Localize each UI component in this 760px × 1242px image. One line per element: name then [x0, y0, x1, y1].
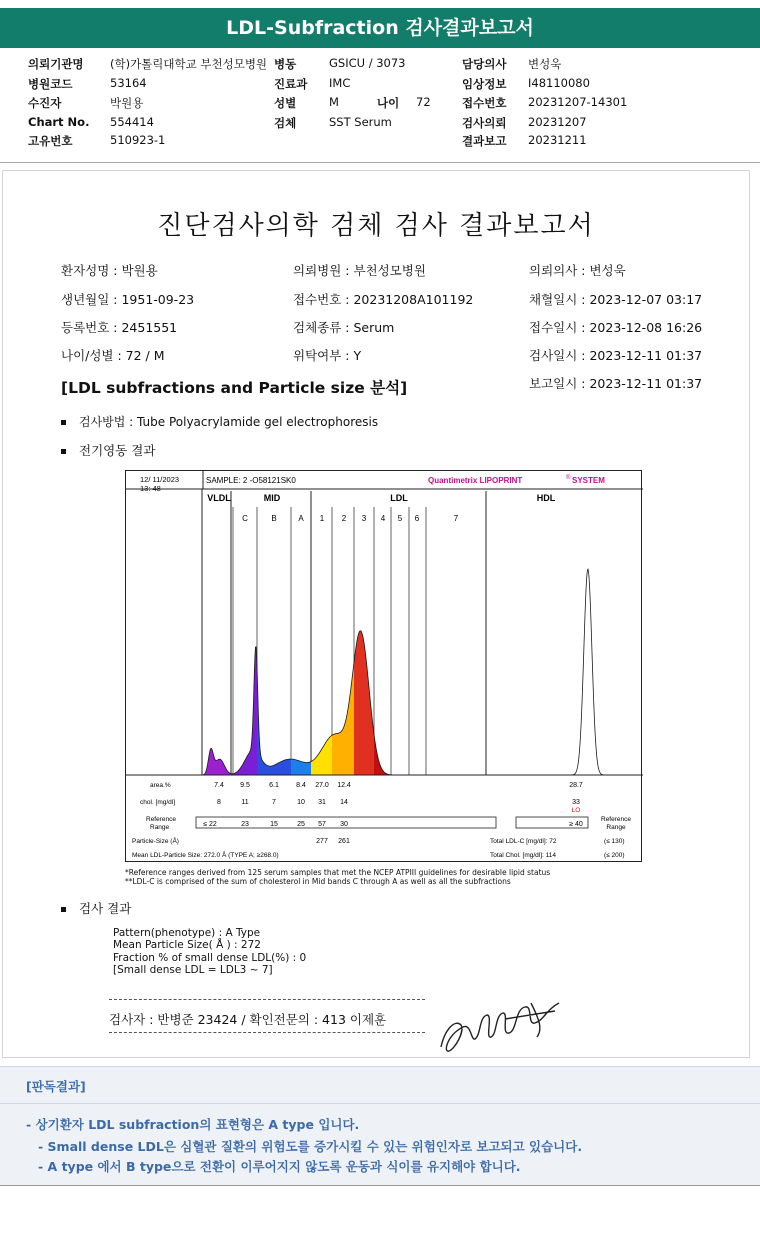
patient-name: 환자성명 : 박원용	[61, 263, 158, 278]
lipoprint-chart	[125, 470, 642, 862]
density-curve	[203, 569, 641, 775]
label-dept: 진료과	[274, 77, 308, 91]
band-label-1: 1	[319, 514, 325, 523]
reference-value-1: 23	[241, 821, 249, 828]
value-hospital-code: 53164	[110, 76, 147, 90]
report-time: 보고일시 : 2023-12-11 01:37	[529, 376, 703, 391]
reference-label-2: Range	[150, 824, 170, 831]
reference-value-5: 30	[340, 821, 348, 828]
chart-brand: Quantimetrix LIPOPRINT	[428, 476, 523, 485]
footnote-2: **LDL-C is comprised of the sum of cholesterol in Mid bands C through A as well as all the subfractions	[125, 877, 511, 886]
specimen-type: 검체종류 : Serum	[293, 320, 395, 335]
area-value-6: 28.7	[569, 782, 583, 789]
total-ldlc-ref: (≤ 130)	[604, 838, 625, 845]
signature-line	[109, 999, 425, 1033]
particle-size-label: Particle-Size (Å)	[132, 838, 179, 845]
label-hospital-code: 병원코드	[28, 77, 73, 91]
chol-value-4: 31	[318, 799, 326, 806]
label-ward: 병동	[274, 57, 297, 71]
method-line	[61, 413, 378, 430]
group-label-ldl: LDL	[390, 493, 408, 503]
panel-divider	[0, 1103, 760, 1104]
area-label: area.%	[150, 782, 171, 789]
referring-hospital: 의뢰병원 : 부천성모병원	[293, 263, 426, 278]
label-request: 검사의뢰	[462, 116, 507, 130]
birth-date: 생년월일 : 1951-09-23	[61, 292, 195, 307]
mean-ldl-size: Mean LDL-Particle Size: 272.0 Å (TYPE A; ≥268.0)	[132, 852, 279, 859]
area-value-1: 9.5	[240, 782, 250, 789]
interpretation-line-3: - A type 에서 B type으로 전환이 이루어지지 않도록 운동과 식이를 유지해야 합니다.	[38, 1159, 521, 1174]
value-patient: 박원용	[110, 96, 144, 110]
electrophoresis-plot	[126, 471, 643, 863]
value-clinical: I48110080	[528, 76, 590, 90]
curve-fill-0	[202, 748, 233, 775]
label-report: 결과보고	[462, 134, 507, 148]
chart-brand-system: SYSTEM	[572, 476, 605, 485]
report-title: LDL-Subfraction 검사결과보고서	[0, 8, 760, 48]
footnote-1: *Reference ranges derived from 125 serum samples that met the NCEP ATPIII guidelines for desirable lipid status	[125, 868, 551, 877]
total-ldlc: Total LDL-C [mg/dl]: 72	[490, 838, 557, 845]
result-mean-size: Mean Particle Size( Å ) : 272	[113, 939, 261, 952]
age-sex: 나이/성별 : 72 / M	[61, 348, 165, 363]
value-dept: IMC	[329, 76, 351, 90]
label-unique-no: 고유번호	[28, 134, 73, 148]
chart-sample: SAMPLE: 2 -O58121SK0	[206, 476, 296, 485]
interpretation-heading: [판독결과]	[26, 1079, 86, 1094]
area-value-5: 12.4	[337, 782, 351, 789]
band-label-4: 4	[380, 514, 386, 523]
value-chart-no: 554414	[110, 115, 154, 129]
chol-value-6: 33	[572, 799, 580, 806]
label-specimen: 검체	[274, 116, 297, 130]
chol-value-3: 10	[297, 799, 305, 806]
result-heading: 검사 결과	[79, 901, 132, 916]
group-label-hdl: HDL	[536, 493, 556, 503]
reference-value-4: 57	[318, 821, 326, 828]
outsourced-flag: 위탁여부 : Y	[293, 348, 362, 363]
label-chart-no: Chart No.	[28, 115, 90, 129]
area-value-4: 27.0	[315, 782, 329, 789]
band-label-3: 3	[361, 514, 367, 523]
band-label-5: 5	[397, 514, 403, 523]
result-sd-definition: [Small dense LDL = LDL3 ~ 7]	[113, 963, 273, 976]
reference-label-right: Reference	[601, 816, 631, 823]
band-label-7: 7	[453, 514, 459, 523]
value-report: 20231211	[528, 133, 587, 147]
reference-label-right-2: Range	[606, 824, 626, 831]
label-doctor: 담당의사	[462, 57, 507, 71]
value-ward: GSICU / 3073	[329, 56, 406, 70]
result-sd-fraction: Fraction % of small dense LDL(%) : 0	[113, 951, 307, 964]
curve-fill-5	[332, 662, 354, 775]
band-label-a: A	[298, 514, 304, 523]
analysis-section-title: [LDL subfractions and Particle size 분석]	[61, 379, 408, 397]
result-line	[61, 899, 131, 917]
chol-value-0: 8	[217, 799, 221, 806]
chol-flag-lo: LO	[571, 807, 581, 814]
total-chol: Total Chol. [mg/dl]: 114	[490, 852, 556, 859]
value-age: 72	[416, 95, 431, 109]
electro-text: 전기영동 결과	[79, 443, 156, 458]
label-hospital: 의뢰기관명	[28, 57, 84, 71]
value-doctor: 변성욱	[528, 57, 562, 71]
label-sex: 성별	[274, 96, 297, 110]
band-label-2: 2	[341, 514, 347, 523]
receipt-number: 접수번호 : 20231208A101192	[293, 292, 474, 307]
result-block	[113, 927, 306, 976]
interpretation-line-2: - Small dense LDL은 심혈관 질환의 위험도를 증가시킬 수 있는 위험인자로 보고되고 있습니다.	[38, 1139, 583, 1154]
area-value-0: 7.4	[214, 782, 224, 789]
band-label-b: B	[271, 514, 277, 523]
area-value-3: 8.4	[296, 782, 306, 789]
reference-value-0: ≤ 22	[203, 821, 217, 828]
reference-value-6: ≥ 40	[569, 821, 583, 828]
electro-line	[61, 441, 155, 459]
chol-value-5: 14	[340, 799, 348, 806]
curve-fill-6	[354, 631, 374, 775]
label-receipt: 접수번호	[462, 96, 507, 110]
document-title: 진단검사의학 검체 검사 결과보고서	[157, 211, 595, 241]
interpretation-panel	[0, 1066, 760, 1186]
band-label-c: C	[242, 514, 248, 523]
chart-footnotes	[125, 868, 550, 886]
receipt-time: 접수일시 : 2023-12-08 16:26	[529, 320, 703, 335]
value-specimen: SST Serum	[329, 115, 392, 129]
particle-size-1: 277	[316, 838, 328, 845]
bullet-icon	[61, 449, 66, 454]
curve-fill-2	[257, 667, 291, 775]
bullet-icon	[61, 420, 66, 425]
band-label-6: 6	[414, 514, 420, 523]
reference-value-2: 15	[270, 821, 278, 828]
area-value-2: 6.1	[269, 782, 279, 789]
chart-brand-mark: ®	[566, 475, 571, 481]
total-chol-ref: (≤ 200)	[604, 852, 625, 859]
label-patient: 수진자	[28, 96, 62, 110]
value-receipt: 20231207-14301	[528, 95, 628, 109]
method-text: 검사방법 : Tube Polyacrylamide gel electrophoresis	[79, 415, 379, 429]
value-request: 20231207	[528, 115, 587, 129]
report-document	[2, 170, 750, 1058]
chol-value-2: 7	[272, 799, 276, 806]
handwritten-signature	[435, 989, 565, 1059]
chol-value-1: 11	[241, 799, 249, 806]
draw-time: 채혈일시 : 2023-12-07 03:17	[529, 292, 703, 307]
label-age: 나이	[377, 96, 400, 110]
result-phenotype: Pattern(phenotype) : A Type	[113, 927, 261, 939]
reference-label: Reference	[146, 816, 176, 823]
chol-label: chol. [mg/dl]	[140, 799, 176, 806]
interpretation-line-1: - 상기환자 LDL subfraction의 표현형은 A type 입니다.	[26, 1117, 360, 1132]
group-label-vldl: VLDL	[207, 493, 231, 503]
value-hospital: (학)가톨릭대학교 부천성모병원	[110, 57, 268, 71]
group-label-mid: MID	[263, 493, 281, 503]
signature-text: 검사자 : 반병준 23424 / 확인전문의 : 413 이제훈	[109, 1012, 387, 1027]
referring-doctor: 의뢰의사 : 변성욱	[529, 263, 626, 278]
test-time: 검사일시 : 2023-12-11 01:37	[529, 348, 703, 363]
label-clinical: 임상정보	[462, 77, 507, 91]
value-sex: M	[329, 95, 339, 109]
reference-value-3: 25	[297, 821, 305, 828]
registration-number: 등록번호 : 2451551	[61, 320, 178, 335]
value-unique-no: 510923-1	[110, 133, 166, 147]
bullet-icon	[61, 907, 66, 912]
chart-date: 12/ 11/2023	[140, 475, 180, 484]
chart-time: 13: 48	[140, 484, 161, 493]
particle-size-2: 261	[338, 838, 350, 845]
divider	[0, 162, 760, 163]
curve-fill-4	[311, 735, 332, 775]
